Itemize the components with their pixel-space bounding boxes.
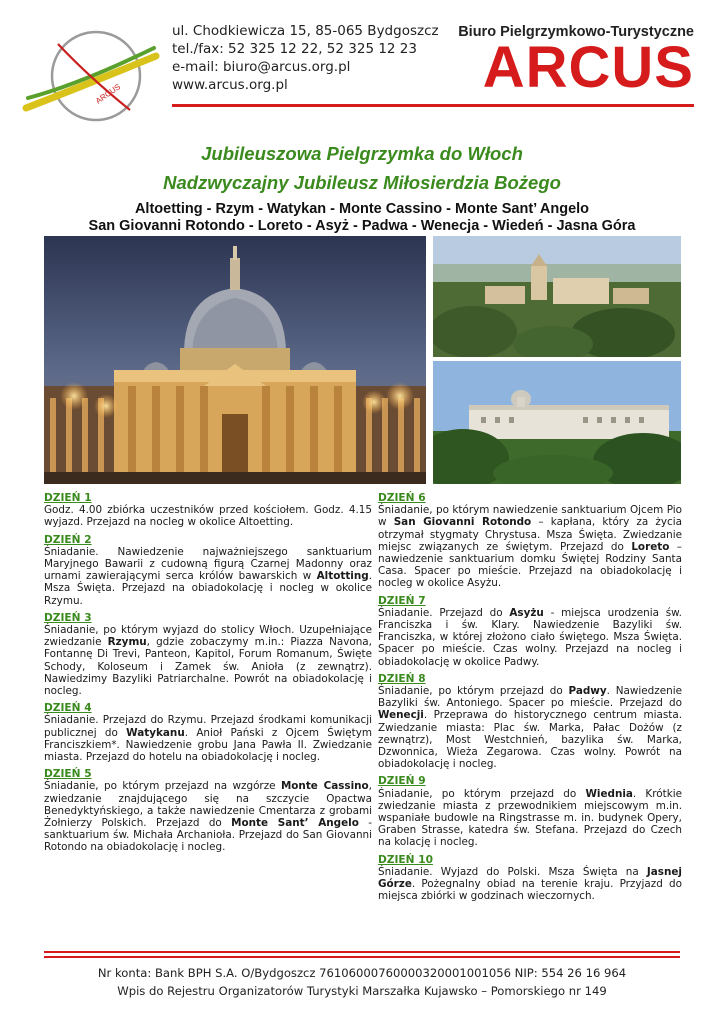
day-description	[378, 788, 682, 849]
agency-type: Biuro Pielgrzymkowo-Turystyczne	[458, 24, 694, 40]
day-heading: DZIEŃ 9	[378, 775, 426, 788]
place-name: Altotting	[316, 570, 369, 583]
place-name: Padwy	[568, 685, 607, 698]
description-text: . Msza Święta. Przejazd na obiadokolację i nocleg w okolice Rzymu.	[44, 570, 372, 607]
itinerary-day	[378, 673, 682, 771]
itinerary-day	[44, 702, 372, 763]
description-text: Śniadanie, po którym przejazd do	[378, 685, 569, 698]
day-heading: DZIEŃ 5	[44, 768, 92, 781]
description-text: Śniadanie, po którym przejazd do	[378, 787, 586, 800]
itinerary-right-column	[378, 492, 682, 908]
place-name: Monte Sant’ Angelo	[231, 817, 359, 830]
day-description	[378, 504, 682, 589]
place-name: Wiednia	[585, 787, 633, 800]
description-text: . Przeprawa do historycznego centrum miasta. Zwiedzanie miasta: Plac św. Marka, Pałac Dożów (z zewnątrz), Most Westchnień, bazylika św. Marka, Dzwonnica, Wieża Zegarowa. Czas wolny. Powrót na obiadokolację i nocleg.	[378, 709, 682, 771]
description-text: Śniadanie. Wyjazd do Polski. Msza Święta na	[378, 865, 647, 878]
description-text: Śniadanie, po którym przejazd na wzgórze	[44, 780, 281, 793]
itinerary-day	[378, 595, 682, 668]
route-line-1: Altoetting - Rzym - Watykan - Monte Cassino - Monte Sant’ Angelo	[134, 201, 590, 217]
monte-cassino-photo	[433, 361, 681, 484]
description-text: . Pożegnalny obiad na terenie kraju. Przyjazd do miejsca zbiórki w godzinach wieczornych.	[378, 878, 682, 903]
header-rule	[172, 104, 694, 107]
description-text: Śniadanie, po którym wyjazd do stolicy Włoch. Uzupełniające zwiedzanie	[44, 624, 372, 649]
itinerary-day	[44, 768, 372, 853]
address-text: ul. Chodkiewicza 15, 85-065 Bydgoszcz	[172, 23, 439, 39]
day-description	[44, 504, 372, 528]
st-peters-basilica-photo	[44, 236, 426, 484]
day-description	[378, 685, 682, 770]
itinerary-day	[378, 492, 682, 590]
assisi-photo	[433, 236, 681, 357]
day-description	[44, 624, 372, 697]
place-name: Wenecji	[378, 709, 424, 722]
description-text: Śniadanie. Przejazd do	[378, 606, 510, 619]
description-text: Śniadanie. Nawiedzenie najważniejszego sanktuarium Maryjnego Bawarii z cudowną figurą Czarnej Madonny oraz urnami zawierającymi serca królów bawarskich w	[44, 545, 372, 583]
description-text: Śniadanie, po którym nawiedzenie sanktuarium Ojcem Pio w	[378, 504, 682, 529]
tourism-registry-info: Wpis do Rejestru Organizatorów Turystyki Marszałka Kujawsko – Pomorskiego nr 149	[117, 984, 607, 998]
place-name: Rzymu	[107, 636, 147, 649]
place-name: San Giovanni Rotondo	[393, 516, 532, 529]
description-text: . Krótkie zwiedzanie miasta z przewodnikiem miejscowym m.in. wspaniałe budowle na Ringstrasse m. in. budynek Opery, Graben Strasse, katedra św. Stefana. Przejazd do Czech na kolację i nocleg.	[378, 787, 682, 849]
website-link[interactable]: www.arcus.org.pl	[172, 77, 288, 93]
itinerary-day	[44, 612, 372, 697]
description-text: , zwiedzanie znajdującego się na szczycie Opactwa Benedyktyńskiego, a także nawiedzenie Cmentarza z grobami Żołnierzy Polskich. Przejazd do	[44, 780, 372, 830]
arcus-logo	[18, 20, 168, 130]
brand-name: ARCUS	[482, 35, 694, 100]
description-text: , gdzie zobaczymy m.in.: Piazza Navona, Fontannę Di Trevi, Panteon, Kapitol, Forum Romanum, Święte Schody, Koloseum i Zamek św. Anioła (z zewnątrz). Nawiedzimy Bazyliki Patriarchalne. Powrót na obiadokolację i nocleg.	[44, 636, 372, 698]
svg-text:ARCUS: ARCUS	[93, 82, 123, 106]
description-text: - miejsca urodzenia św. Franciszka i św. Klary. Nawiedzenie Bazyliki św. Franciszka, w której złożono ciało świętego. Msza Święta. Spacer po mieście. Czas wolny. Przejazd na nocleg i obiadokolację w okolice Padwy.	[378, 606, 682, 668]
place-name: Loreto	[631, 540, 670, 553]
phone-text: tel./fax: 52 325 12 22, 52 325 12 23	[172, 41, 417, 57]
footer-rule-top	[44, 951, 680, 953]
day-heading: DZIEŃ 3	[44, 611, 92, 624]
itinerary-left-column	[44, 492, 372, 859]
description-text: . Anioł Pański z Ojcem Świętym Franciszkiem*. Nawiedzenie grobu Jana Pawła II. Zwiedzanie miasta. Przejazd do hotelu na obiadokolację i nocleg.	[44, 726, 372, 764]
itinerary-day	[378, 775, 682, 848]
description-text: Śniadanie. Przejazd do Rzymu. Przejazd środkami komunikacji publicznej do	[44, 714, 372, 739]
page-title: Jubileuszowa Pielgrzymka do Włoch	[201, 143, 523, 164]
itinerary-day	[44, 492, 372, 529]
place-name: Jasnej Górze	[378, 865, 682, 891]
day-description	[378, 866, 682, 903]
day-heading: DZIEŃ 8	[378, 672, 426, 685]
itinerary-day	[44, 534, 372, 607]
day-heading: DZIEŃ 2	[44, 533, 92, 546]
day-heading: DZIEŃ 10	[378, 853, 433, 866]
day-description	[44, 546, 372, 607]
place-name: Monte Cassino	[280, 780, 369, 793]
bank-account-info: Nr konta: Bank BPH S.A. O/Bydgoszcz 76106000760000320001001056 NIP: 554 26 16 964	[97, 966, 627, 980]
footer-rule-bottom	[44, 956, 680, 958]
email-link[interactable]: e-mail: biuro@arcus.org.pl	[172, 59, 351, 75]
page-subtitle: Nadzwyczajny Jubileusz Miłosierdzia Bożego	[163, 172, 561, 193]
description-text: Godz. 4.00 zbiórka uczestników przed kościołem. Godz. 4.15 wyjazd. Przejazd na nocleg w okolice Altoetting.	[44, 504, 372, 529]
itinerary-day	[378, 854, 682, 903]
place-name: Asyżu	[509, 606, 544, 619]
description-text: – nawiedzenie sanktuarium domku Świętej Rodziny Santa Casa. Spacer po mieście. Przejazd na obiadokolację i nocleg w okolice Asyżu.	[378, 540, 683, 590]
description-text: – kapłana, który za życia otrzymał stygmaty Chrystusa. Msza Święta. Zwiedzanie miejsc związanych ze świętym. Przejazd do	[378, 516, 682, 553]
place-name: Watykanu	[126, 726, 185, 739]
contact-block	[172, 22, 439, 94]
description-text: - sanktuarium św. Michała Archanioła. Przejazd do San Giovanni Rotondo na obiadokolację i nocleg.	[44, 817, 372, 854]
day-heading: DZIEŃ 1	[44, 492, 92, 504]
description-text: . Nawiedzenie Bazyliki św. Antoniego. Spacer po mieście. Przejazd do	[378, 685, 682, 710]
day-heading: DZIEŃ 7	[378, 594, 426, 607]
day-description	[378, 607, 682, 668]
day-heading: DZIEŃ 6	[378, 492, 426, 504]
day-description	[44, 714, 372, 763]
day-heading: DZIEŃ 4	[44, 702, 92, 715]
day-description	[44, 780, 372, 853]
route-line-2: San Giovanni Rotondo - Loreto - Asyż - Padwa - Wenecja - Wiedeń - Jasna Góra	[88, 218, 636, 234]
